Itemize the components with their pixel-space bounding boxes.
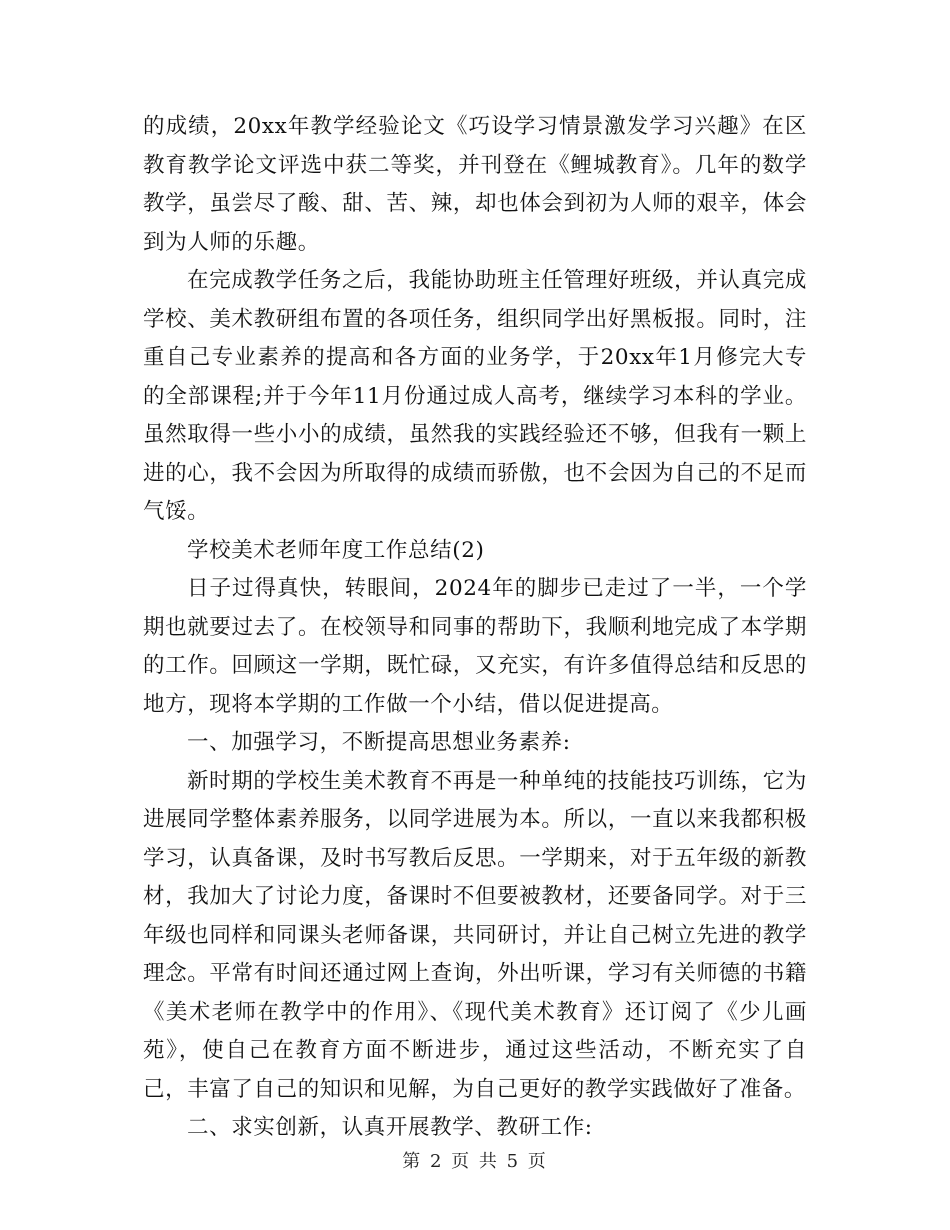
paragraph-continuation: 的成绩，20xx年教学经验论文《巧设学习情景激发学习兴趣》在区教育教学论文评选中获二等奖，并刊登在《鲤城教育》。几年的数学教学，虽尝尽了酸、甜、苦、辣，却也体会到初为人师的艰辛，体会到为人师的乐趣。 xyxy=(143,114,807,255)
section-title: 学校美术老师年度工作总结(2) xyxy=(187,537,485,563)
page-number-footer: 第 2 页 共 5 页 xyxy=(402,1151,548,1172)
paragraph-class-management: 在完成教学任务之后，我能协助班主任管理好班级，并认真完成学校、美术教研组布置的各项任务，组织同学出好黑板报。同时，注重自己专业素养的提高和各方面的业务学，于20xx年1月修完大专的全部课程;并于今年11月份通过成人高考，继续学习本科的学业。虽然取得一些小小的成绩，虽然我的实践经验还不够，但我有一颗上进的心，我不会因为所取得的成绩而骄傲，也不会因为自己的不足而气馁。 xyxy=(143,268,807,524)
subheading-study: 一、加强学习，不断提高思想业务素养: xyxy=(187,730,571,755)
document-body xyxy=(143,108,807,1148)
subheading-teaching: 二、求实创新，认真开展教学、教研工作: xyxy=(187,1115,593,1140)
paragraph-intro: 日子过得真快，转眼间，2024年的脚步已走过了一半，一个学期也就要过去了。在校领导和同事的帮助下，我顺利地完成了本学期的工作。回顾这一学期，既忙碌，又充实，有许多值得总结和反思的地方，现将本学期的工作做一个小结，借以促进提高。 xyxy=(143,576,807,717)
paragraph-study: 新时期的学校生美术教育不再是一种单纯的技能技巧训练，它为进展同学整体素养服务，以同学进展为本。所以，一直以来我都积极学习，认真备课，及时书写教后反思。一学期来，对于五年级的新教材，我加大了讨论力度，备课时不但要被教材，还要备同学。对于三年级也同样和同课头老师备课，共同研讨，并让自己树立先进的教学理念。平常有时间还通过网上查询，外出听课，学习有关师德的书籍《美术老师在教学中的作用》、《现代美术教育》还订阅了《少儿画苑》，使自己在教育方面不断进步，通过这些活动，不断充实了自己，丰富了自己的知识和见解，为自己更好的教学实践做好了准备。 xyxy=(143,768,807,1102)
